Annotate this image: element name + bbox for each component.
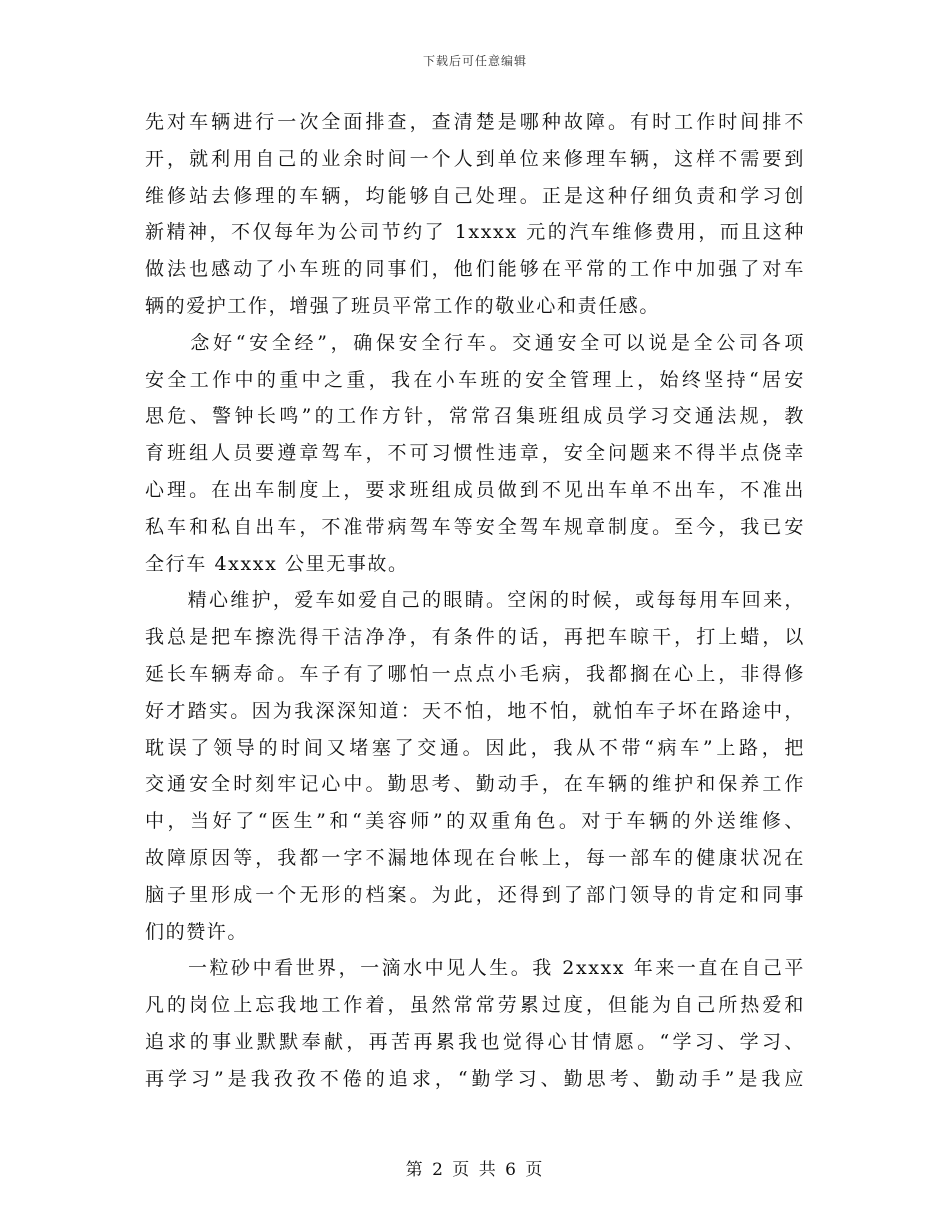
page-header: 下载后可任意编辑 <box>422 54 527 68</box>
text-line: 开，就利用自己的业余时间一个人到单位来修理车辆，这样不需要到 <box>145 147 805 170</box>
text-line: 故障原因等，我都一字不漏地体现在台帐上，每一部车的健康状况在 <box>145 846 805 869</box>
text-line: 做法也感动了小车班的同事们，他们能够在平常的工作中加强了对车 <box>145 258 805 281</box>
text-line: 好才踏实。因为我深深知道：天不怕，地不怕，就怕车子坏在路途中， <box>145 699 805 722</box>
paragraph-1 <box>145 104 805 325</box>
text-line: 私车和私自出车，不准带病驾车等安全驾车规章制度。至今，我已安 <box>145 515 805 538</box>
text-line: 延长车辆寿命。车子有了哪怕一点点小毛病，我都搁在心上，非得修 <box>145 662 805 685</box>
text-line: 育班组人员要遵章驾车，不可习惯性违章，安全问题来不得半点侥幸 <box>145 442 805 465</box>
text-line: 心理。在出车制度上，要求班组成员做到不见出车单不出车，不准出 <box>145 478 805 501</box>
text-line: 耽误了领导的时间又堵塞了交通。因此，我从不带“病车”上路，把 <box>145 736 805 759</box>
paragraph-4 <box>145 950 805 1097</box>
text-line: 交通安全时刻牢记心中。勤思考、勤动手，在车辆的维护和保养工作 <box>145 773 805 796</box>
text-line: 我总是把车擦洗得干洁净净，有条件的话，再把车晾干，打上蜡，以 <box>145 626 805 649</box>
text-line: 安全工作中的重中之重，我在小车班的安全管理上，始终坚持“居安 <box>145 368 805 391</box>
text-line: 新精神，不仅每年为公司节约了 1xxxx 元的汽车维修费用，而且这种 <box>145 221 805 244</box>
text-line: 精心维护，爱车如爱自己的眼睛。空闲的时候，或每每用车回来， <box>145 589 805 612</box>
text-line: 一粒砂中看世界，一滴水中见人生。我 2xxxx 年来一直在自己平 <box>145 957 805 980</box>
page-number: 第 2 页 共 6 页 <box>405 1160 545 1180</box>
text-line: 思危、警钟长鸣”的工作方针，常常召集班组成员学习交通法规，教 <box>145 405 805 428</box>
paragraph-3 <box>145 582 805 950</box>
text-line: 追求的事业默默奉献，再苦再累我也觉得心甘情愿。“学习、学习、 <box>145 1030 805 1053</box>
text-line: 再学习”是我孜孜不倦的追求，“勤学习、勤思考、勤动手”是我应 <box>145 1067 805 1090</box>
text-line: 凡的岗位上忘我地工作着，虽然常常劳累过度，但能为自己所热爱和 <box>145 994 805 1017</box>
text-line: 辆的爱护工作，增强了班员平常工作的敬业心和责任感。 <box>145 294 661 317</box>
text-line: 先对车辆进行一次全面排查，查清楚是哪种故障。有时工作时间排不 <box>145 111 805 133</box>
text-line: 全行车 4xxxx 公里无事故。 <box>145 552 409 575</box>
paragraph-2 <box>145 325 805 583</box>
text-line: 念好“安全经”，确保安全行车。交通安全可以说是全公司各项 <box>145 331 805 354</box>
document-body <box>145 104 805 1098</box>
text-line: 中，当好了“医生”和“美容师”的双重角色。对于车辆的外送维修、 <box>145 810 805 833</box>
text-line: 维修站去修理的车辆，均能够自己处理。正是这种仔细负责和学习创 <box>145 184 805 207</box>
text-line: 们的赞许。 <box>145 920 249 943</box>
text-line: 脑子里形成一个无形的档案。为此，还得到了部门领导的肯定和同事 <box>145 883 805 906</box>
